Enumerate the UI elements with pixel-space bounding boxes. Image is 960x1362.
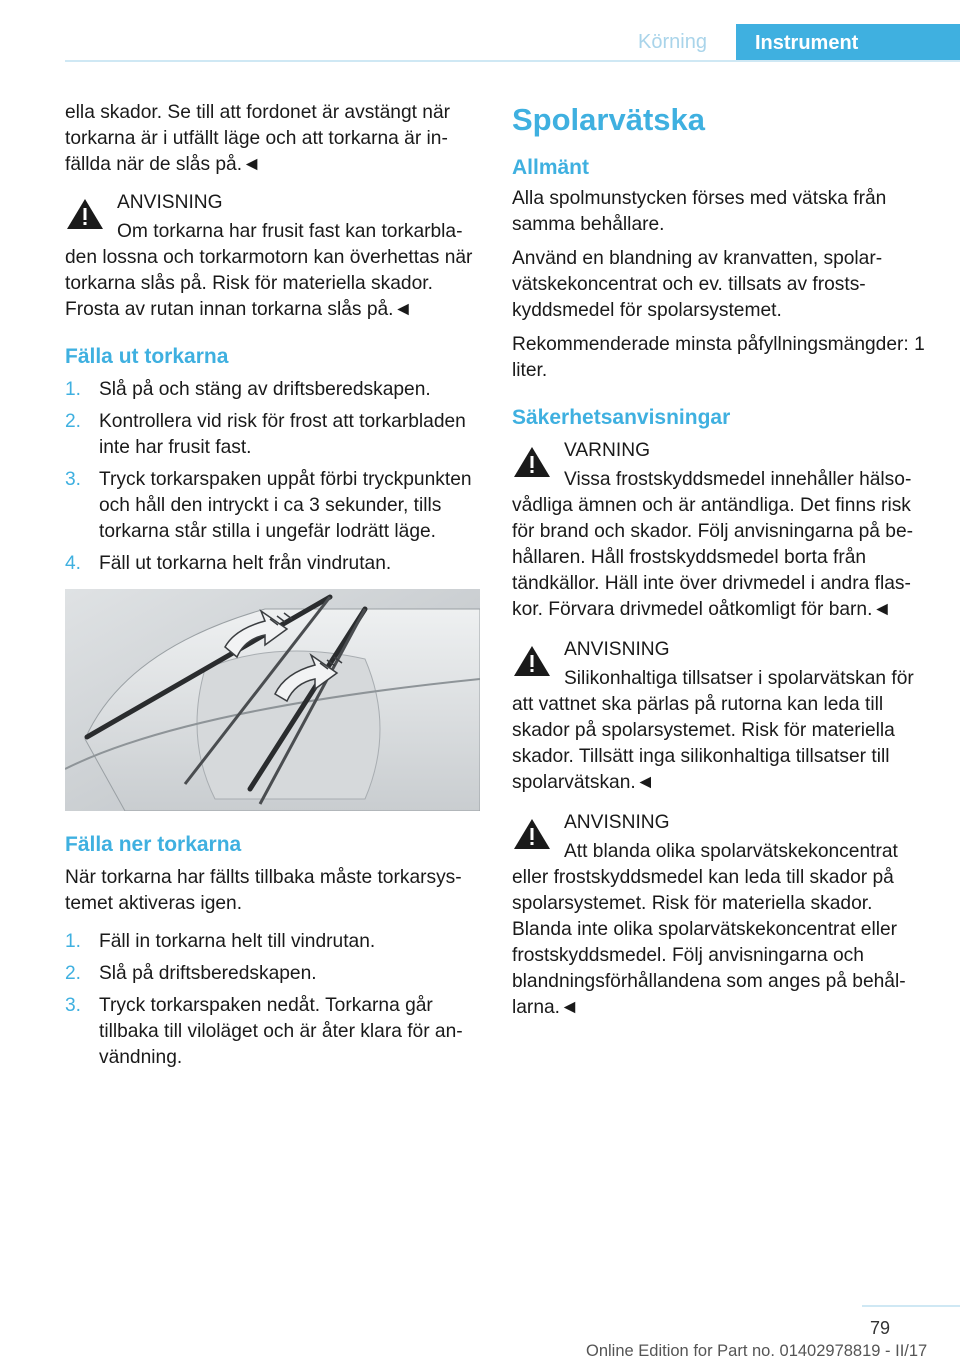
general-paragraph: Använd en blandning av kranvatten, spolarvätskekoncentrat och ev. tillsats av frostskyddsmedel för spolarsystemet. [512, 248, 883, 321]
note-anvisning-frost [65, 190, 480, 323]
steps-falla-ut [65, 377, 480, 577]
step-text: Fäll in torkarna helt till vindrutan. [99, 931, 376, 952]
heading-falla-ner: Fälla ner torkarna [65, 833, 242, 856]
note-text: Att blanda olika spolarvätskekoncentrat eller frostskyddsmedel kan leda till skador på spolarsystemet. Risk för materiella skador. Blanda inte olika spolarvätskekoncentrat eller frostskyddsmedel. Följ anvisningarna och blandningsförhållandena som anges på behållarna.◄ [512, 841, 906, 1018]
header-active-tab: Instrument [736, 24, 960, 62]
note-varning [512, 438, 930, 623]
footer-rule [862, 1305, 960, 1307]
note-label: VARNING [564, 440, 650, 461]
step-number: 4. [65, 553, 82, 574]
note-label: ANVISNING [564, 639, 670, 660]
note-label: ANVISNING [117, 192, 223, 213]
warning-triangle-icon [512, 816, 552, 852]
step-number: 3. [65, 995, 82, 1016]
list-item [65, 467, 480, 545]
heading-allmant: Allmänt [512, 156, 590, 179]
step-text: Slå på driftsberedskapen. [99, 963, 317, 984]
page-title: Spolarvätska [512, 102, 705, 137]
step-text: Fäll ut torkarna helt från vindrutan. [99, 553, 392, 574]
list-item [65, 993, 480, 1071]
note-anvisning-blandning [512, 810, 930, 1021]
list-item [65, 409, 480, 461]
heading-falla-ut: Fälla ut torkarna [65, 345, 229, 368]
list-item [65, 961, 480, 987]
note-text: Vissa frostskyddsmedel innehåller hälsovådliga ämnen och är antändliga. Det finns risk för brand och skador. Följ anvisningarna på behållaren. Håll frostskyddsmedel borta från tändkällor. Häll inte över drivmedel i andra flaskor. Förvara drivmedel oåtkomligt för barn.◄ [512, 469, 914, 620]
step-text: Kontrollera vid risk för frost att torkarbladen inte har frusit fast. [99, 411, 466, 458]
note-text: Om torkarna har frusit fast kan torkarbladen lossna och torkarmotorn kan överhettas när torkarna slås på. Risk för materiella skador. Frosta av rutan innan torkarna slås på.◄ [65, 221, 473, 320]
edition-footer: Online Edition for Part no. 01402978819 - II/17 [586, 1342, 928, 1360]
intro-paragraph: ella skador. Se till att fordonet är avstängt när torkarna är i utfällt läge och att torkarna är infällda när de slås på.◄ [65, 102, 451, 175]
step-text: Tryck torkarspaken uppåt förbi tryckpunkten och håll den intryckt i ca 3 sekunder, tills torkarna står stilla i ungefär lodrätt läge. [99, 469, 472, 542]
right-column [512, 100, 930, 1035]
warning-triangle-icon [512, 643, 552, 679]
falla-ner-intro: När torkarna har fällts tillbaka måste torkarsystemet aktiveras igen. [65, 867, 462, 914]
step-number: 1. [65, 379, 82, 400]
warning-triangle-icon [512, 444, 552, 480]
warning-triangle-icon [65, 196, 105, 232]
heading-sakerhetsanvisningar: Säkerhetsanvisningar [512, 406, 731, 429]
wiper-illustration [65, 589, 480, 811]
note-text: Silikonhaltiga tillsatser i spolarvätskan för att vattnet ska pärlas på rutorna kan leda till skador på spolarsystemet. Risk för materiella skador. Tillsätt inga silikonhaltiga tillsatser till spolarvätskan.◄ [512, 668, 914, 793]
step-text: Slå på och stäng av driftsberedskapen. [99, 379, 431, 400]
page-number: 79 [869, 1318, 890, 1338]
header-rule [65, 60, 960, 62]
list-item [65, 377, 480, 403]
step-number: 3. [65, 469, 82, 490]
step-text: Tryck torkarspaken nedåt. Torkarna går tillbaka till viloläget och är åter klara för användning. [99, 995, 463, 1068]
steps-falla-ner [65, 929, 480, 1071]
step-number: 2. [65, 411, 82, 432]
left-column [65, 100, 480, 1081]
note-anvisning-silikon [512, 637, 930, 796]
list-item [65, 551, 480, 577]
step-number: 1. [65, 931, 82, 952]
list-item [65, 929, 480, 955]
note-label: ANVISNING [564, 812, 670, 833]
step-number: 2. [65, 963, 82, 984]
header-section-tab: Körning [638, 31, 707, 53]
general-paragraph: Alla spolmunstycken förses med vätska från samma behållare. [512, 188, 887, 235]
general-paragraph: Rekommenderade minsta påfyllningsmängder: 1 liter. [512, 334, 925, 381]
